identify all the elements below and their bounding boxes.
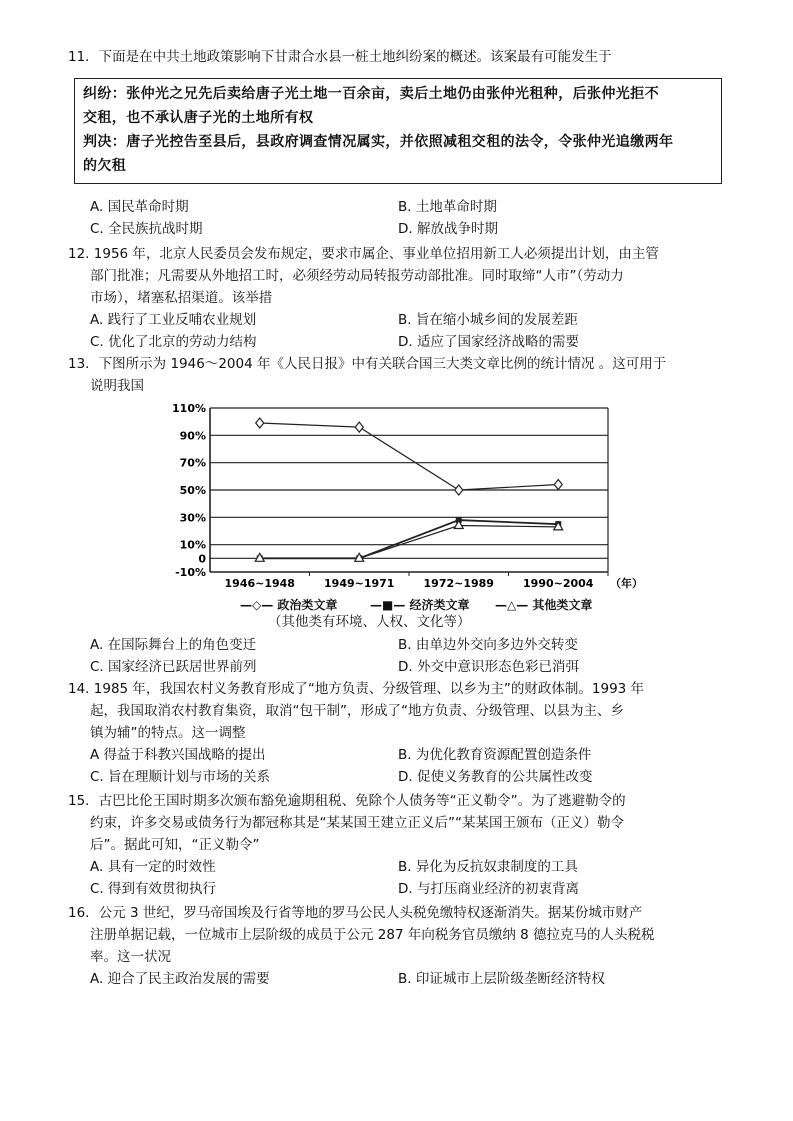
q12-stem: 部门批准；凡需要从外地招工时，必须经劳动局转报劳动部批准。同时取缔“人市”（劳动力 bbox=[90, 268, 624, 284]
option-d[interactable]: D. 解放战争时期 bbox=[398, 221, 498, 237]
data-point-other bbox=[554, 522, 563, 530]
q15-stem: 约束，许多交易或债务行为都冠称其是“某某国王建立正义后”“某某国王颁布（正义）勒令 bbox=[90, 815, 624, 831]
legend-label: 经济类文章 bbox=[409, 598, 470, 612]
option-d[interactable]: D. 促使义务教育的公共属性改变 bbox=[398, 769, 593, 785]
option-a[interactable]: A. 迎合了民主政治发展的需要 bbox=[90, 971, 270, 987]
case-line: 判决：唐子光控告至县后，县政府调查情况属实，并依照减租交租的法令，令张仲光追缴两年 bbox=[83, 134, 674, 150]
data-point-political bbox=[256, 418, 264, 428]
option-b[interactable]: B. 异化为反抗奴隶制度的工具 bbox=[398, 859, 578, 875]
legend-item-other bbox=[495, 596, 592, 613]
option-a[interactable]: A. 国民革命时期 bbox=[90, 199, 189, 215]
option-a[interactable]: A. 在国际舞台上的角色变迁 bbox=[90, 637, 257, 653]
option-a[interactable]: A. 具有一定的时效性 bbox=[90, 859, 216, 875]
q15-stem: 15．古巴比伦王国时期多次颁布豁免逾期租税、免除个人债务等“正义勒令”。为了逃避勒令的 bbox=[68, 793, 626, 809]
case-line: 交租，也不承认唐子光的土地所有权 bbox=[83, 110, 314, 126]
q16-stem: 率。这一状况 bbox=[90, 949, 171, 965]
option-b[interactable]: B. 由单边外交向多边外交转变 bbox=[398, 637, 578, 653]
x-axis-label: （年） bbox=[610, 577, 643, 590]
data-point-political bbox=[554, 480, 562, 490]
case-line: 的欠租 bbox=[83, 158, 127, 174]
option-c[interactable]: C. 全民族抗战时期 bbox=[90, 221, 203, 237]
x-tick-label: 1949~1971 bbox=[324, 577, 395, 590]
option-a[interactable]: A 得益于科教兴国战略的提出 bbox=[90, 747, 266, 763]
q16-stem: 注册单据记载，一位城市上层阶级的成员于公元 287 年向税务官员缴纳 8 德拉克马的人头税税 bbox=[90, 927, 655, 943]
option-d[interactable]: D. 与打压商业经济的初衷背离 bbox=[398, 881, 579, 897]
q14-stem: 起，我国取消农村教育集资，取消“包干制”，形成了“地方负责、分级管理、以县为主、乡 bbox=[90, 703, 624, 719]
x-tick-label: 1990~2004 bbox=[523, 577, 594, 590]
option-a[interactable]: A. 践行了工业反哺农业规划 bbox=[90, 312, 257, 328]
option-b[interactable]: B. 为优化教育资源配置创造条件 bbox=[398, 747, 592, 763]
q13-stem: 说明我国 bbox=[90, 378, 144, 394]
data-point-other bbox=[255, 553, 264, 561]
y-tick-label: 90% bbox=[179, 429, 206, 443]
series-line-1 bbox=[260, 423, 559, 490]
y-tick-label: 50% bbox=[179, 484, 206, 497]
y-tick-label: 10% bbox=[179, 538, 206, 552]
chart-caption: （其他类有环境、人权、文化等） bbox=[268, 614, 471, 630]
q12-stem: 12. 1956 年，北京人民委员会发布规定，要求市属企、事业单位招用新工人必须提出计划，由主管 bbox=[68, 246, 659, 262]
case-box bbox=[74, 78, 722, 184]
option-d[interactable]: D. 适应了国家经济战略的需要 bbox=[398, 334, 579, 350]
option-b[interactable]: B. 旨在缩小城乡间的发展差距 bbox=[398, 312, 578, 328]
q16-stem: 16．公元 3 世纪，罗马帝国埃及行省等地的罗马公民人头税免缴特权逐渐消失。据某份城市财产 bbox=[68, 905, 643, 921]
option-c[interactable]: C. 优化了北京的劳动力结构 bbox=[90, 334, 257, 350]
y-tick-label: 30% bbox=[179, 511, 206, 525]
q14-stem: 14. 1985 年，我国农村义务教育形成了“地方负责、分级管理、以乡为主”的财政体制。1993 年 bbox=[68, 681, 645, 697]
chart bbox=[168, 400, 643, 596]
option-d[interactable]: D. 外交中意识形态色彩已消弭 bbox=[398, 659, 579, 675]
option-c[interactable]: C. 国家经济已跃居世界前列 bbox=[90, 659, 257, 675]
q14-stem: 镇为辅”的特点。这一调整 bbox=[90, 725, 246, 741]
data-point-political bbox=[455, 485, 463, 495]
q13-stem: 13．下图所示为 1946～2004 年《人民日报》中有关联合国三大类文章比例的统计情况 。这可用于 bbox=[68, 356, 667, 372]
y-tick-label: 70% bbox=[179, 456, 206, 470]
legend-label: 政治类文章 bbox=[277, 598, 338, 612]
q15-stem: 后”。据此可知，“正义勒令” bbox=[90, 837, 260, 853]
option-b[interactable]: B. 印证城市上层阶级垄断经济特权 bbox=[398, 971, 605, 987]
y-tick-label: -10% bbox=[175, 566, 206, 579]
data-point-political bbox=[355, 422, 363, 432]
legend-label: 其他类文章 bbox=[532, 598, 593, 612]
x-tick-label: 1946~1948 bbox=[224, 577, 295, 590]
x-tick-label: 1972~1989 bbox=[423, 577, 494, 590]
triangle-icon: —△— bbox=[495, 598, 529, 612]
option-b[interactable]: B. 土地革命时期 bbox=[398, 199, 497, 215]
q11-stem: 11．下面是在中共土地政策影响下甘肃合水县一桩土地纠纷案的概述。该案最有可能发生于 bbox=[68, 49, 612, 65]
square-icon: —■— bbox=[370, 598, 406, 612]
y-tick-label: 110% bbox=[172, 402, 206, 415]
case-line: 纠纷：张仲光之兄先后卖给唐子光土地一百余亩，卖后土地仍由张仲光租种，后张仲光拒不 bbox=[83, 86, 659, 102]
diamond-icon: —◇— bbox=[240, 598, 274, 612]
series-line-3 bbox=[260, 526, 559, 559]
option-c[interactable]: C. 得到有效贯彻执行 bbox=[90, 881, 217, 897]
y-tick-label: 0 bbox=[198, 552, 206, 566]
q12-stem: 市场），堵塞私招渠道。该举措 bbox=[90, 290, 273, 306]
option-c[interactable]: C. 旨在理顺计划与市场的关系 bbox=[90, 769, 271, 785]
